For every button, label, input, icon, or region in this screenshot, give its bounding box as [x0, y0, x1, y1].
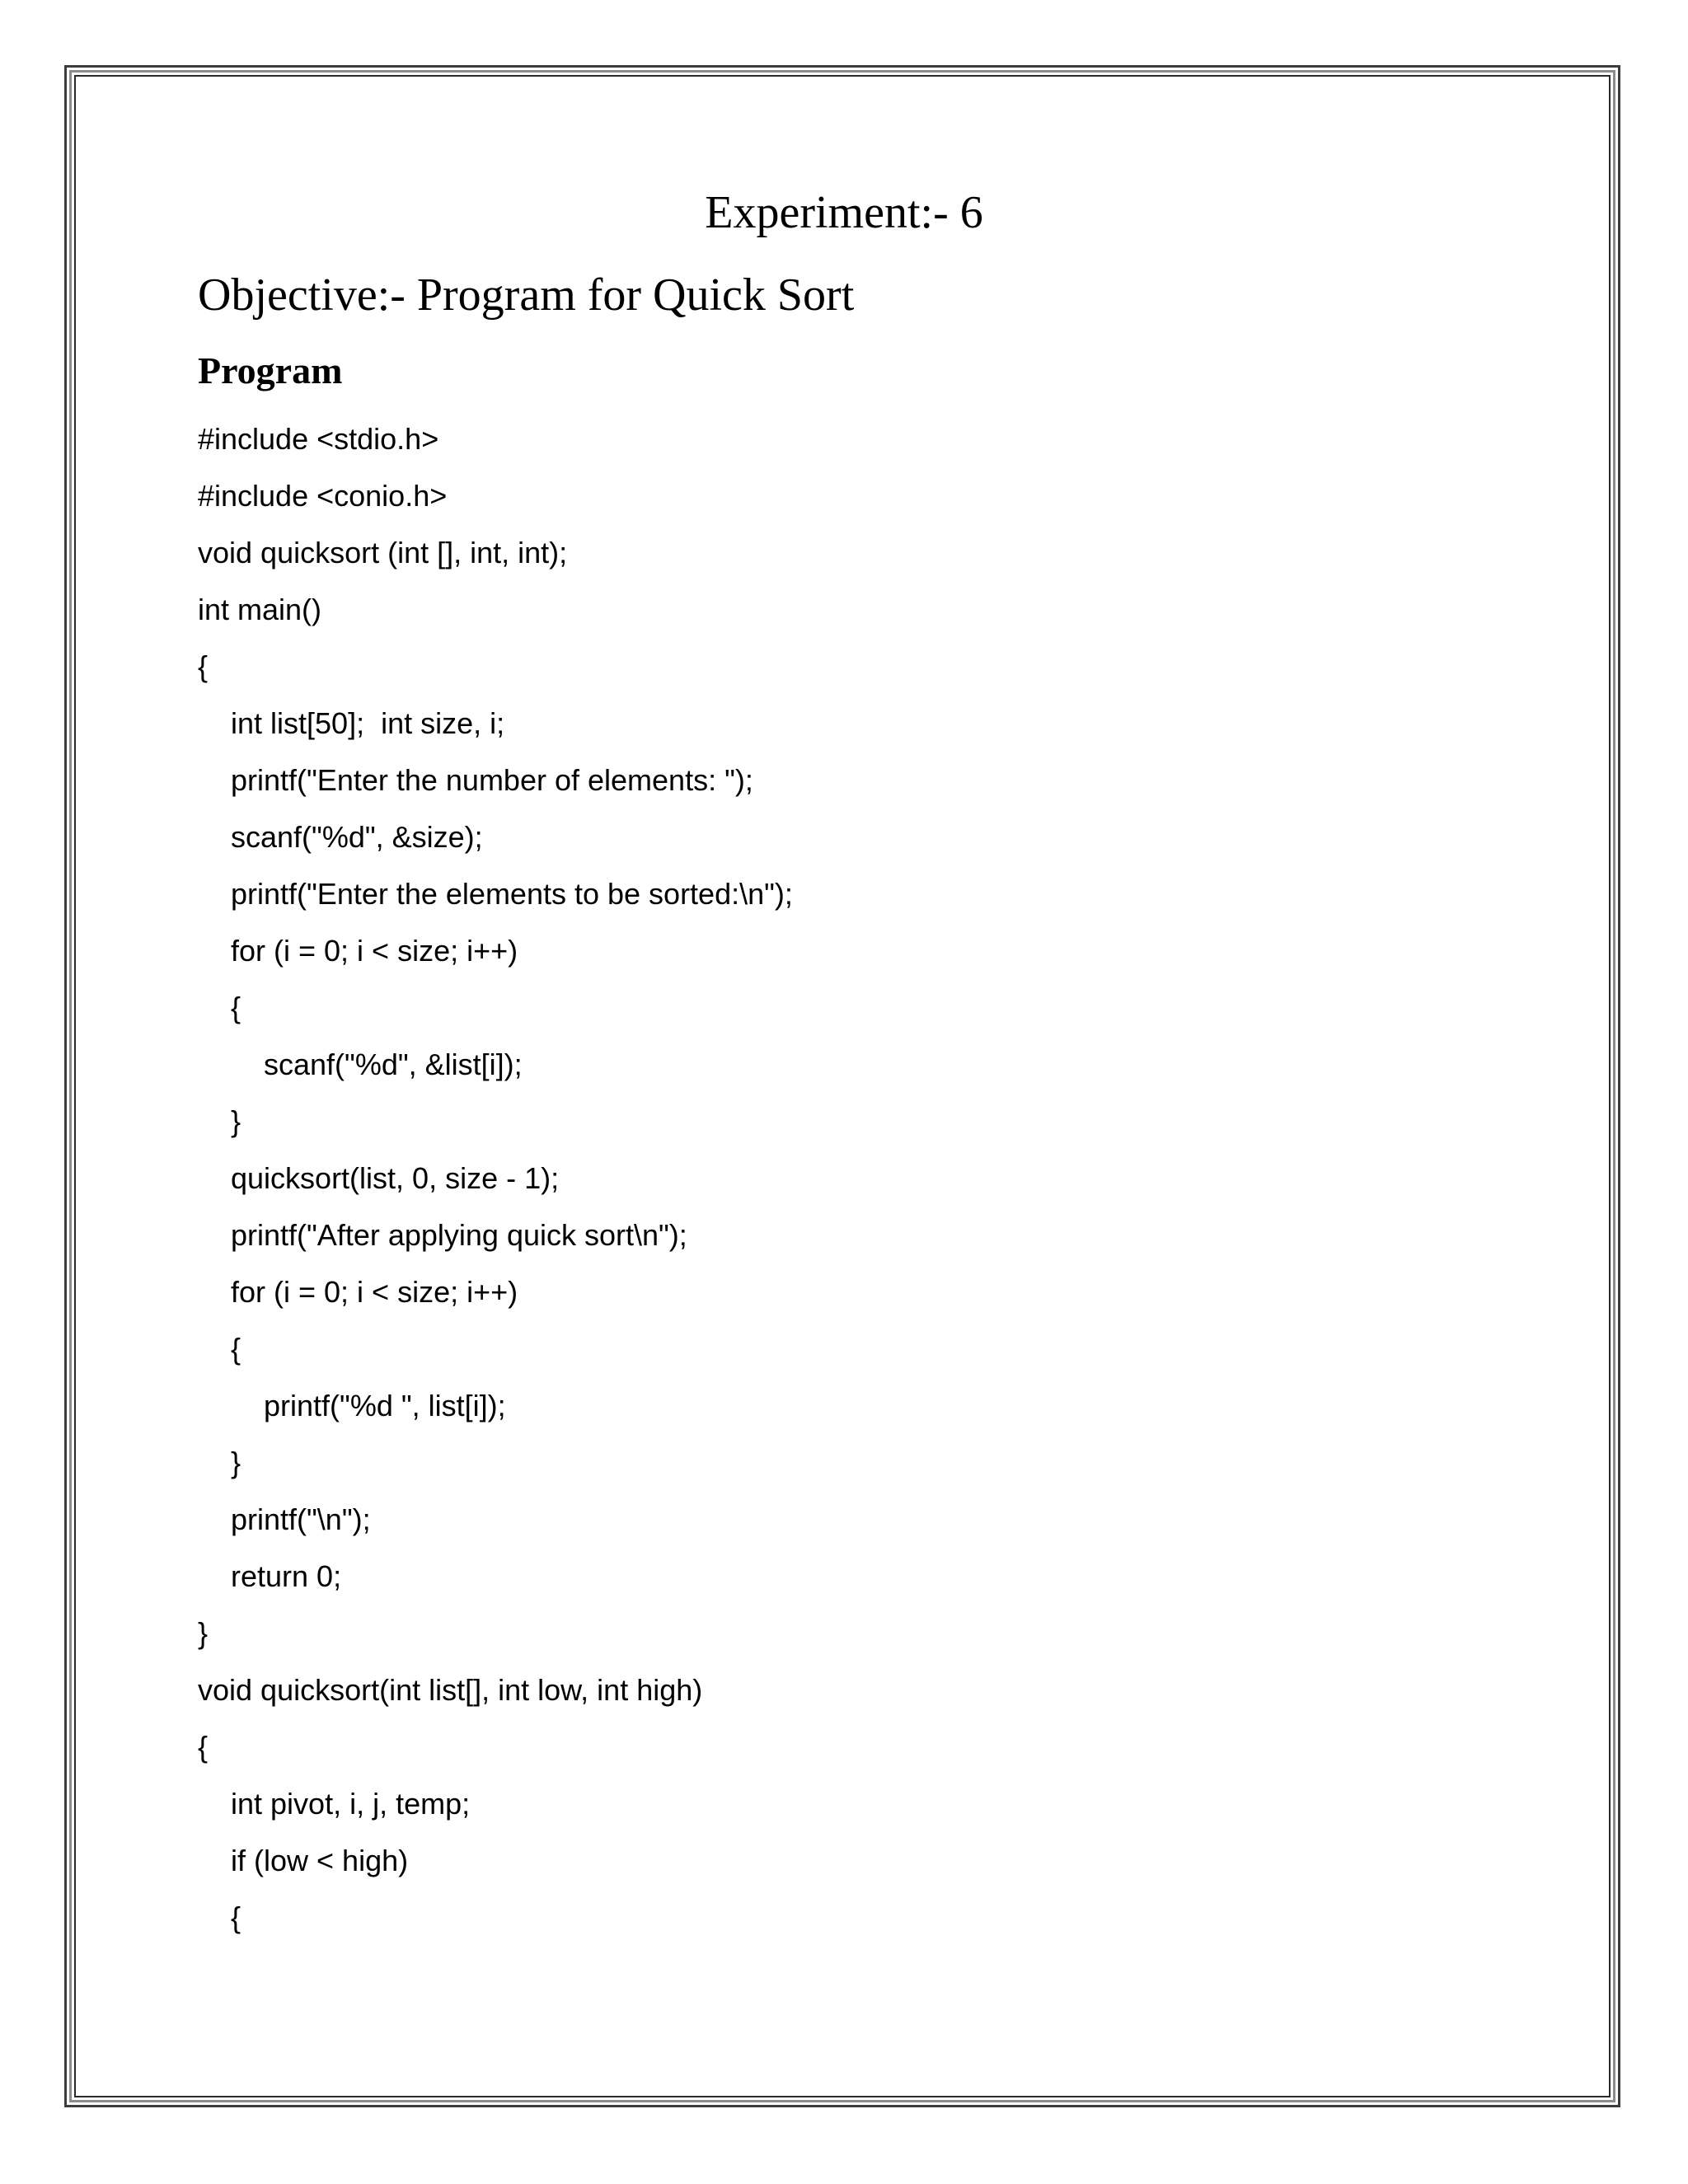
code-line: #include <conio.h>: [198, 479, 448, 513]
program-heading: Program: [198, 349, 343, 391]
code-line: void quicksort (int [], int, int);: [198, 536, 568, 569]
code-line: printf("Enter the number of elements: ");: [198, 763, 753, 797]
code-line: }: [198, 1446, 241, 1479]
code-line: if (low < high): [198, 1844, 409, 1877]
code-listing: [198, 419, 793, 1954]
code-line: {: [198, 1730, 209, 1764]
code-line: for (i = 0; i < size; i++): [198, 1275, 518, 1309]
code-line: scanf("%d", &size);: [198, 820, 483, 854]
code-line: printf("\n");: [198, 1502, 371, 1536]
code-line: printf("%d ", list[i]);: [198, 1389, 506, 1422]
code-line: quicksort(list, 0, size - 1);: [198, 1161, 560, 1195]
code-line: {: [198, 649, 209, 683]
code-line: for (i = 0; i < size; i++): [198, 934, 518, 968]
code-line: #include <stdio.h>: [198, 422, 439, 456]
code-line: printf("After applying quick sort\n");: [198, 1218, 687, 1252]
code-line: {: [198, 1900, 241, 1934]
code-line: scanf("%d", &list[i]);: [198, 1047, 523, 1081]
code-line: return 0;: [198, 1559, 342, 1593]
code-line: int pivot, i, j, temp;: [198, 1787, 471, 1821]
code-line: int list[50]; int size, i;: [198, 706, 505, 740]
code-line: {: [198, 991, 241, 1024]
code-line: printf("Enter the elements to be sorted:\n");: [198, 877, 793, 911]
code-line: }: [198, 1104, 241, 1138]
objective-heading: Objective:- Program for Quick Sort: [198, 269, 855, 321]
code-line: void quicksort(int list[], int low, int high): [198, 1673, 703, 1707]
experiment-title: Experiment:- 6: [705, 187, 983, 238]
code-line: {: [198, 1332, 241, 1366]
code-line: int main(): [198, 593, 322, 626]
code-line: }: [198, 1616, 209, 1650]
